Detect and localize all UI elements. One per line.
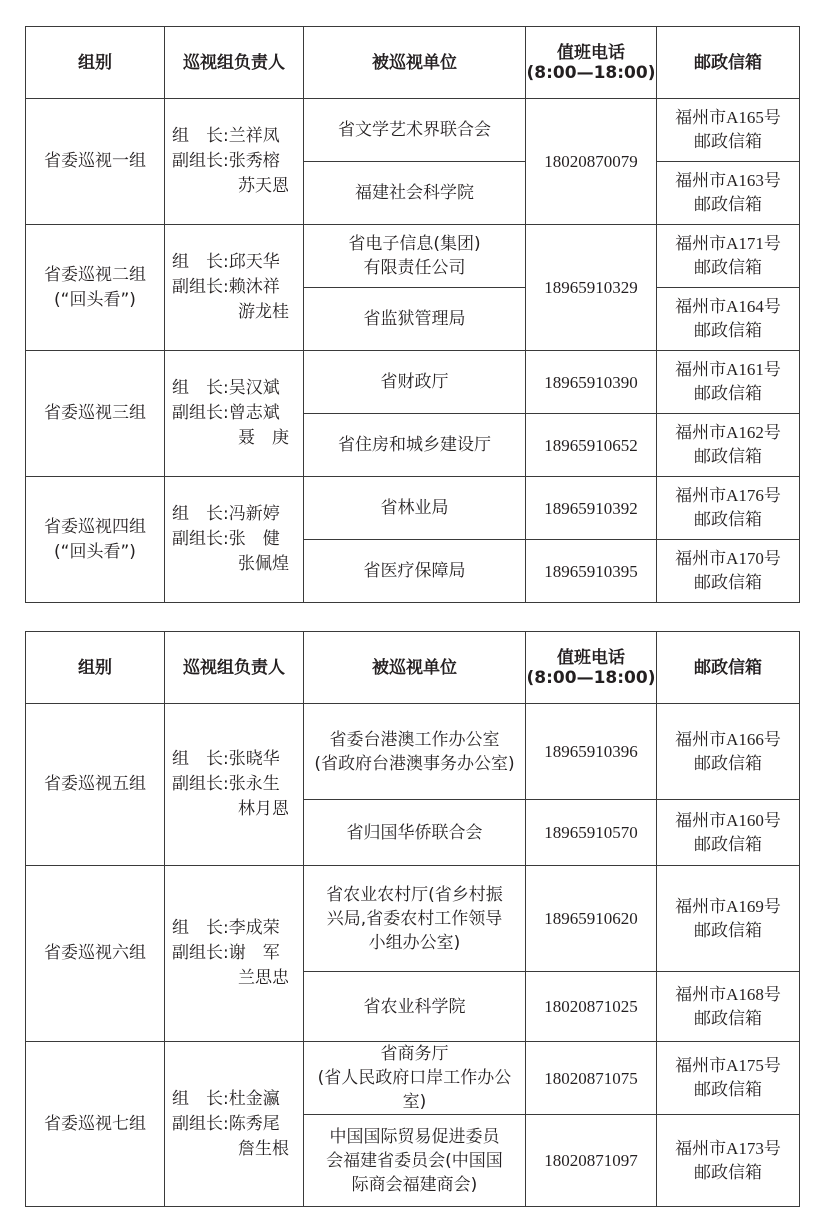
mailbox-cell: 福州市A173号 邮政信箱 xyxy=(657,1115,800,1207)
table-header-row xyxy=(26,27,800,99)
leader-cell: 组 长:张晓华 副组长:张永生 林月恩 xyxy=(165,704,304,866)
mailbox-cell: 福州市A161号 邮政信箱 xyxy=(657,351,800,414)
unit-cell: 省农业农村厅(省乡村振 兴局,省委农村工作领导 小组办公室) xyxy=(304,866,526,972)
table-row xyxy=(26,1042,800,1115)
mailbox-cell: 福州市A170号 邮政信箱 xyxy=(657,540,800,603)
leader-cell: 组 长:吴汉斌 副组长:曾志斌 聂 庚 xyxy=(165,351,304,477)
mailbox-cell: 福州市A175号 邮政信箱 xyxy=(657,1042,800,1115)
phone-cell: 18965910396 xyxy=(526,704,657,800)
phone-cell: 18965910329 xyxy=(526,225,657,351)
mailbox-cell: 福州市A164号 邮政信箱 xyxy=(657,288,800,351)
unit-cell: 省电子信息(集团) 有限责任公司 xyxy=(304,225,526,288)
leader-cell: 组 长:李成荣 副组长:谢 军 兰思忠 xyxy=(165,866,304,1042)
table-row xyxy=(26,704,800,800)
phone-cell: 18020870079 xyxy=(526,99,657,225)
phone-cell: 18020871075 xyxy=(526,1042,657,1115)
phone-cell: 18965910652 xyxy=(526,414,657,477)
group-cell: 省委巡视七组 xyxy=(26,1042,165,1207)
header-unit: 被巡视单位 xyxy=(304,632,526,704)
mailbox-cell: 福州市A160号 邮政信箱 xyxy=(657,800,800,866)
unit-cell: 省医疗保障局 xyxy=(304,540,526,603)
inspection-table-2 xyxy=(25,631,800,1207)
unit-cell: 省住房和城乡建设厅 xyxy=(304,414,526,477)
phone-cell: 18965910620 xyxy=(526,866,657,972)
unit-cell: 省商务厅 (省人民政府口岸工作办公室) xyxy=(304,1042,526,1115)
mailbox-cell: 福州市A165号 邮政信箱 xyxy=(657,99,800,162)
mailbox-cell: 福州市A163号 邮政信箱 xyxy=(657,162,800,225)
phone-cell: 18965910392 xyxy=(526,477,657,540)
unit-cell: 省财政厅 xyxy=(304,351,526,414)
unit-cell: 省监狱管理局 xyxy=(304,288,526,351)
table-header-row xyxy=(26,632,800,704)
group-cell: 省委巡视二组 (“回头看”) xyxy=(26,225,165,351)
table-row xyxy=(26,99,800,162)
table-row xyxy=(26,477,800,540)
group-cell: 省委巡视一组 xyxy=(26,99,165,225)
header-phone xyxy=(526,27,657,99)
inspection-table-1 xyxy=(25,26,800,603)
header-leader: 巡视组负责人 xyxy=(165,632,304,704)
phone-cell: 18965910390 xyxy=(526,351,657,414)
header-mailbox: 邮政信箱 xyxy=(657,27,800,99)
table-row xyxy=(26,351,800,414)
unit-cell: 中国国际贸易促进委员 会福建省委员会(中国国 际商会福建商会) xyxy=(304,1115,526,1207)
group-cell: 省委巡视六组 xyxy=(26,866,165,1042)
leader-cell: 组 长:兰祥凤 副组长:张秀榕 苏天恩 xyxy=(165,99,304,225)
unit-cell: 省委台港澳工作办公室 (省政府台港澳事务办公室) xyxy=(304,704,526,800)
group-cell: 省委巡视四组 (“回头看”) xyxy=(26,477,165,603)
header-phone-label: 值班电话 xyxy=(557,42,625,63)
header-phone-hours: (8:00—18:00) xyxy=(526,62,656,83)
phone-cell: 18965910570 xyxy=(526,800,657,866)
header-unit: 被巡视单位 xyxy=(304,27,526,99)
unit-cell: 省文学艺术界联合会 xyxy=(304,99,526,162)
leader-cell: 组 长:冯新婷 副组长:张 健 张佩煌 xyxy=(165,477,304,603)
unit-cell: 省林业局 xyxy=(304,477,526,540)
phone-cell: 18020871025 xyxy=(526,972,657,1042)
header-group: 组别 xyxy=(26,632,165,704)
unit-cell: 福建社会科学院 xyxy=(304,162,526,225)
mailbox-cell: 福州市A166号 邮政信箱 xyxy=(657,704,800,800)
mailbox-cell: 福州市A168号 邮政信箱 xyxy=(657,972,800,1042)
header-phone xyxy=(526,632,657,704)
mailbox-cell: 福州市A169号 邮政信箱 xyxy=(657,866,800,972)
header-phone-hours: (8:00—18:00) xyxy=(526,667,656,688)
unit-cell: 省归国华侨联合会 xyxy=(304,800,526,866)
header-phone-label: 值班电话 xyxy=(557,647,625,668)
phone-cell: 18020871097 xyxy=(526,1115,657,1207)
mailbox-cell: 福州市A176号 邮政信箱 xyxy=(657,477,800,540)
group-cell: 省委巡视五组 xyxy=(26,704,165,866)
leader-cell: 组 长:邱天华 副组长:赖沐祥 游龙桂 xyxy=(165,225,304,351)
mailbox-cell: 福州市A162号 邮政信箱 xyxy=(657,414,800,477)
header-leader: 巡视组负责人 xyxy=(165,27,304,99)
header-group: 组别 xyxy=(26,27,165,99)
leader-cell: 组 长:杜金瀛 副组长:陈秀尾 詹生根 xyxy=(165,1042,304,1207)
phone-cell: 18965910395 xyxy=(526,540,657,603)
group-cell: 省委巡视三组 xyxy=(26,351,165,477)
unit-cell: 省农业科学院 xyxy=(304,972,526,1042)
table-row xyxy=(26,866,800,972)
table-row xyxy=(26,225,800,288)
header-mailbox: 邮政信箱 xyxy=(657,632,800,704)
mailbox-cell: 福州市A171号 邮政信箱 xyxy=(657,225,800,288)
